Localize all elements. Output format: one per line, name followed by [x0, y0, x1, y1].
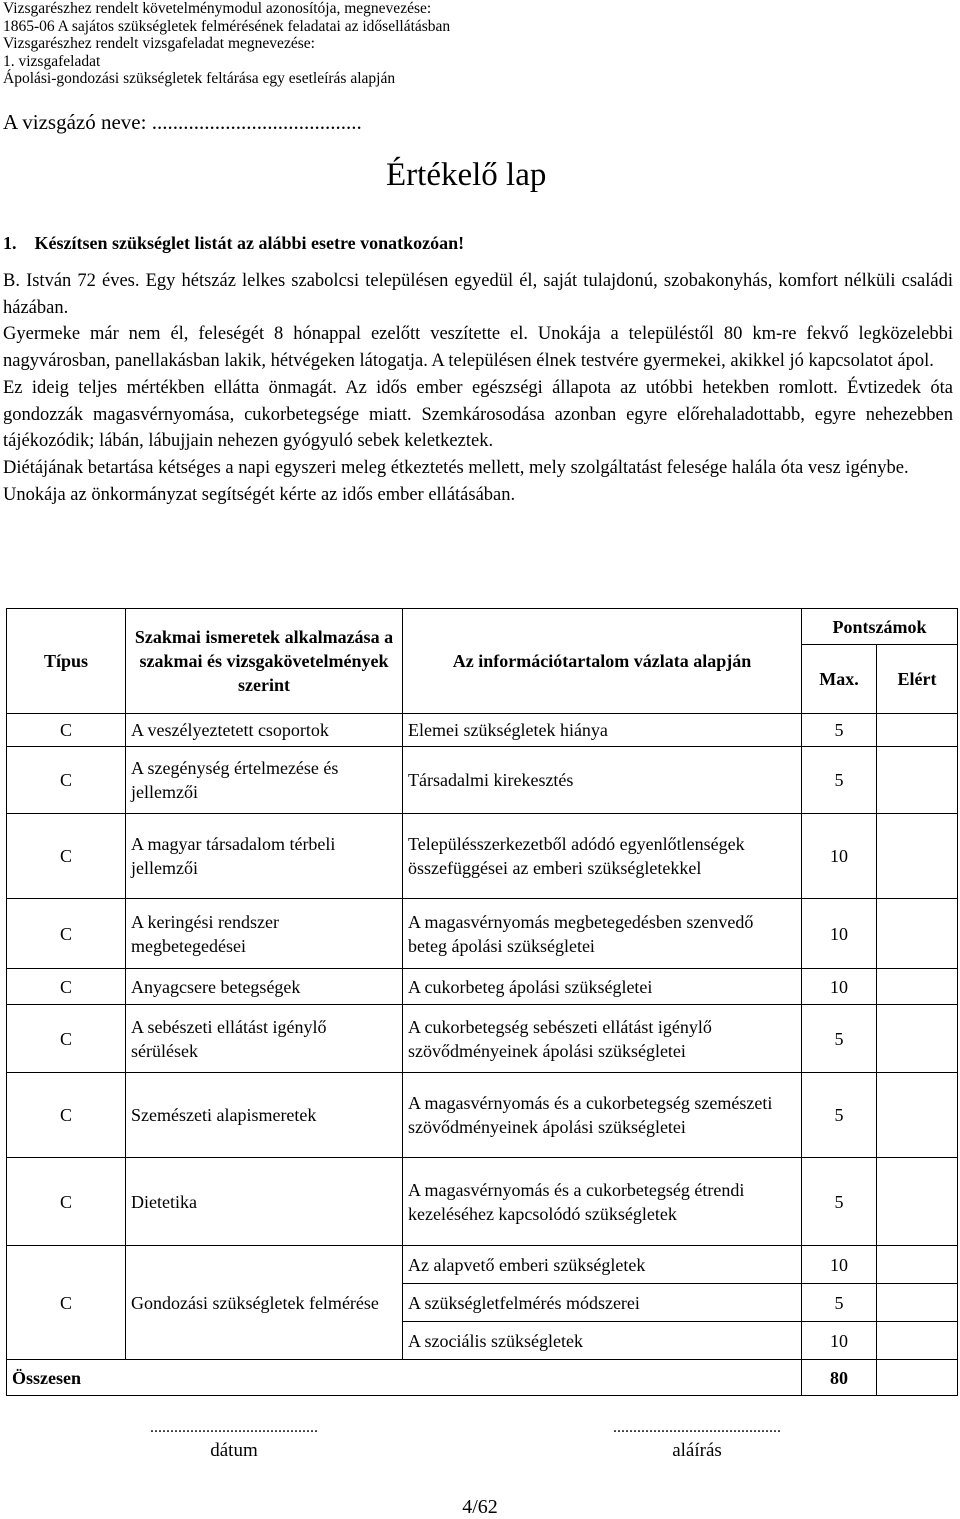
- table-row: [7, 814, 958, 899]
- topic-cell: Szemészeti alapismeretek: [126, 1073, 403, 1158]
- topic-cell: A magyar társadalom térbeli jellemzői: [126, 814, 403, 899]
- header-line: 1. vizsgafeladat: [3, 52, 101, 70]
- achieved-points-cell[interactable]: [877, 1246, 958, 1284]
- type-cell: C: [7, 969, 126, 1005]
- date-signature-field[interactable]: [95, 1418, 373, 1462]
- achieved-points-cell[interactable]: [877, 814, 958, 899]
- max-points-cell: 10: [802, 969, 877, 1005]
- date-label: dátum: [210, 1440, 258, 1461]
- header-max: Max.: [802, 645, 877, 714]
- signature-field[interactable]: [557, 1418, 837, 1462]
- achieved-points-cell[interactable]: [877, 969, 958, 1005]
- date-dotted-line: ..........................................: [150, 1419, 318, 1436]
- case-paragraph: Ez ideig teljes mértékben ellátta önmagát. Az idős ember egészségi állapota az utóbbi hetekben romlott. Évtizedek óta gondozzák magasvérnyomása, cukorbetegsége miatt. Szemkárosodása azonban egyre előrehaladottabb, egyre nehezebben tájékozódik; lábán, lábujjain nehezen gyógyuló sebek keletkeztek.: [3, 377, 953, 452]
- header-line: Vizsgarészhez rendelt vizsgafeladat megnevezése:: [3, 35, 315, 53]
- header-line: 1865-06 A sajátos szükségletek felmérésének feladatai az idősellátásban: [3, 17, 451, 35]
- max-points-cell: 5: [802, 1073, 877, 1158]
- case-paragraph: B. István 72 éves. Egy hétszáz lelkes szabolcsi településen egyedül él, saját tulajdonú, szobakonyhás, komfort nélküli családi házában.: [3, 271, 953, 318]
- table-row: [7, 1246, 958, 1284]
- info-cell: A szükségletfelmérés módszerei: [403, 1284, 802, 1322]
- case-paragraph: Unokája az önkormányzat segítségét kérte az idős ember ellátásában.: [3, 484, 516, 505]
- total-row: [7, 1360, 958, 1396]
- type-cell: C: [7, 747, 126, 814]
- type-cell: C: [7, 814, 126, 899]
- header-line: Ápolási-gondozási szükségletek feltárása egy esetleírás alapján: [3, 70, 396, 88]
- case-description: [3, 268, 953, 508]
- page-number: 4/62: [462, 1496, 498, 1518]
- header-achieved: Elért: [877, 645, 958, 714]
- signature-dotted-line: ..........................................: [613, 1419, 781, 1436]
- signature-label: aláírás: [672, 1440, 722, 1461]
- header-row: [7, 609, 958, 645]
- total-max-points: 80: [802, 1360, 877, 1396]
- info-cell: Társadalmi kirekesztés: [403, 747, 802, 814]
- info-cell: A magasvérnyomás és a cukorbetegség étrendi kezeléséhez kapcsolódó szükségletek: [403, 1158, 802, 1246]
- table-row: [7, 714, 958, 747]
- topic-cell: Gondozási szükségletek felmérése: [126, 1246, 403, 1360]
- achieved-points-cell[interactable]: [877, 714, 958, 747]
- achieved-points-cell[interactable]: [877, 1005, 958, 1073]
- achieved-points-cell[interactable]: [877, 1158, 958, 1246]
- header-line: Vizsgarészhez rendelt követelménymodul azonosítója, megnevezése:: [3, 0, 432, 17]
- achieved-points-cell[interactable]: [877, 1322, 958, 1360]
- total-label: Összesen: [7, 1360, 802, 1396]
- header-information: Az információtartalom vázlata alapján: [403, 609, 802, 714]
- case-paragraph: Diétájának betartása kétséges a napi egyszeri meleg étkeztetés mellett, mely szolgáltatást felesége halála óta vesz igénybe.: [3, 457, 909, 478]
- table-row: [7, 1158, 958, 1246]
- type-cell: C: [7, 714, 126, 747]
- info-cell: A cukorbeteg ápolási szükségletei: [403, 969, 802, 1005]
- max-points-cell: 5: [802, 1284, 877, 1322]
- max-points-cell: 10: [802, 899, 877, 969]
- table-row: [7, 969, 958, 1005]
- total-achieved-points[interactable]: [877, 1360, 958, 1396]
- table-row: [7, 899, 958, 969]
- topic-cell: A veszélyeztetett csoportok: [126, 714, 403, 747]
- achieved-points-cell[interactable]: [877, 1284, 958, 1322]
- case-paragraph: Gyermeke már nem él, feleségét 8 hónappal ezelőtt veszítette el. Unokája a településtől 80 km-re fekvő legközelebbi nagyvárosban, panellakásban lakik, hétvégeken látogatja. A településen élnek testvére gyermekei, akikkel jó kapcsolatot ápol.: [3, 324, 953, 372]
- max-points-cell: 5: [802, 1158, 877, 1246]
- table-row: [7, 1073, 958, 1158]
- table-row: [7, 1005, 958, 1073]
- examinee-name-line: A vizsgázó neve: ........................................: [3, 110, 362, 134]
- type-cell: C: [7, 1246, 126, 1360]
- max-points-cell: 10: [802, 1322, 877, 1360]
- header-type: Típus: [7, 609, 126, 714]
- table-row: [7, 747, 958, 814]
- achieved-points-cell[interactable]: [877, 747, 958, 814]
- page-title: Értékelő lap: [386, 157, 547, 193]
- max-points-cell: 5: [802, 747, 877, 814]
- info-cell: A cukorbetegség sebészeti ellátást igénylő szövődményeinek ápolási szükségletei: [403, 1005, 802, 1073]
- header-knowledge: Szakmai ismeretek alkalmazása a szakmai és vizsgakövetelmények szerint: [126, 609, 403, 714]
- topic-cell: A szegénység értelmezése és jellemzői: [126, 747, 403, 814]
- info-cell: Településszerkezetből adódó egyenlőtlenségek összefüggései az emberi szükségletekkel: [403, 814, 802, 899]
- type-cell: C: [7, 1158, 126, 1246]
- max-points-cell: 5: [802, 1005, 877, 1073]
- evaluation-table: [6, 608, 958, 1396]
- task-heading: 1. Készítsen szükséglet listát az alábbi esetre vonatkozóan!: [3, 233, 465, 253]
- achieved-points-cell[interactable]: [877, 899, 958, 969]
- document-header: [3, 0, 953, 88]
- topic-cell: A sebészeti ellátást igénylő sérülések: [126, 1005, 403, 1073]
- type-cell: C: [7, 1073, 126, 1158]
- info-cell: Elemei szükségletek hiánya: [403, 714, 802, 747]
- info-cell: A szociális szükségletek: [403, 1322, 802, 1360]
- type-cell: C: [7, 1005, 126, 1073]
- header-points: Pontszámok: [802, 609, 958, 645]
- info-cell: Az alapvető emberi szükségletek: [403, 1246, 802, 1284]
- type-cell: C: [7, 899, 126, 969]
- topic-cell: A keringési rendszer megbetegedései: [126, 899, 403, 969]
- max-points-cell: 10: [802, 1246, 877, 1284]
- topic-cell: Dietetika: [126, 1158, 403, 1246]
- max-points-cell: 5: [802, 714, 877, 747]
- info-cell: A magasvérnyomás és a cukorbetegség szemészeti szövődményeinek ápolási szükségletei: [403, 1073, 802, 1158]
- max-points-cell: 10: [802, 814, 877, 899]
- topic-cell: Anyagcsere betegségek: [126, 969, 403, 1005]
- info-cell: A magasvérnyomás megbetegedésben szenvedő beteg ápolási szükségletei: [403, 899, 802, 969]
- achieved-points-cell[interactable]: [877, 1073, 958, 1158]
